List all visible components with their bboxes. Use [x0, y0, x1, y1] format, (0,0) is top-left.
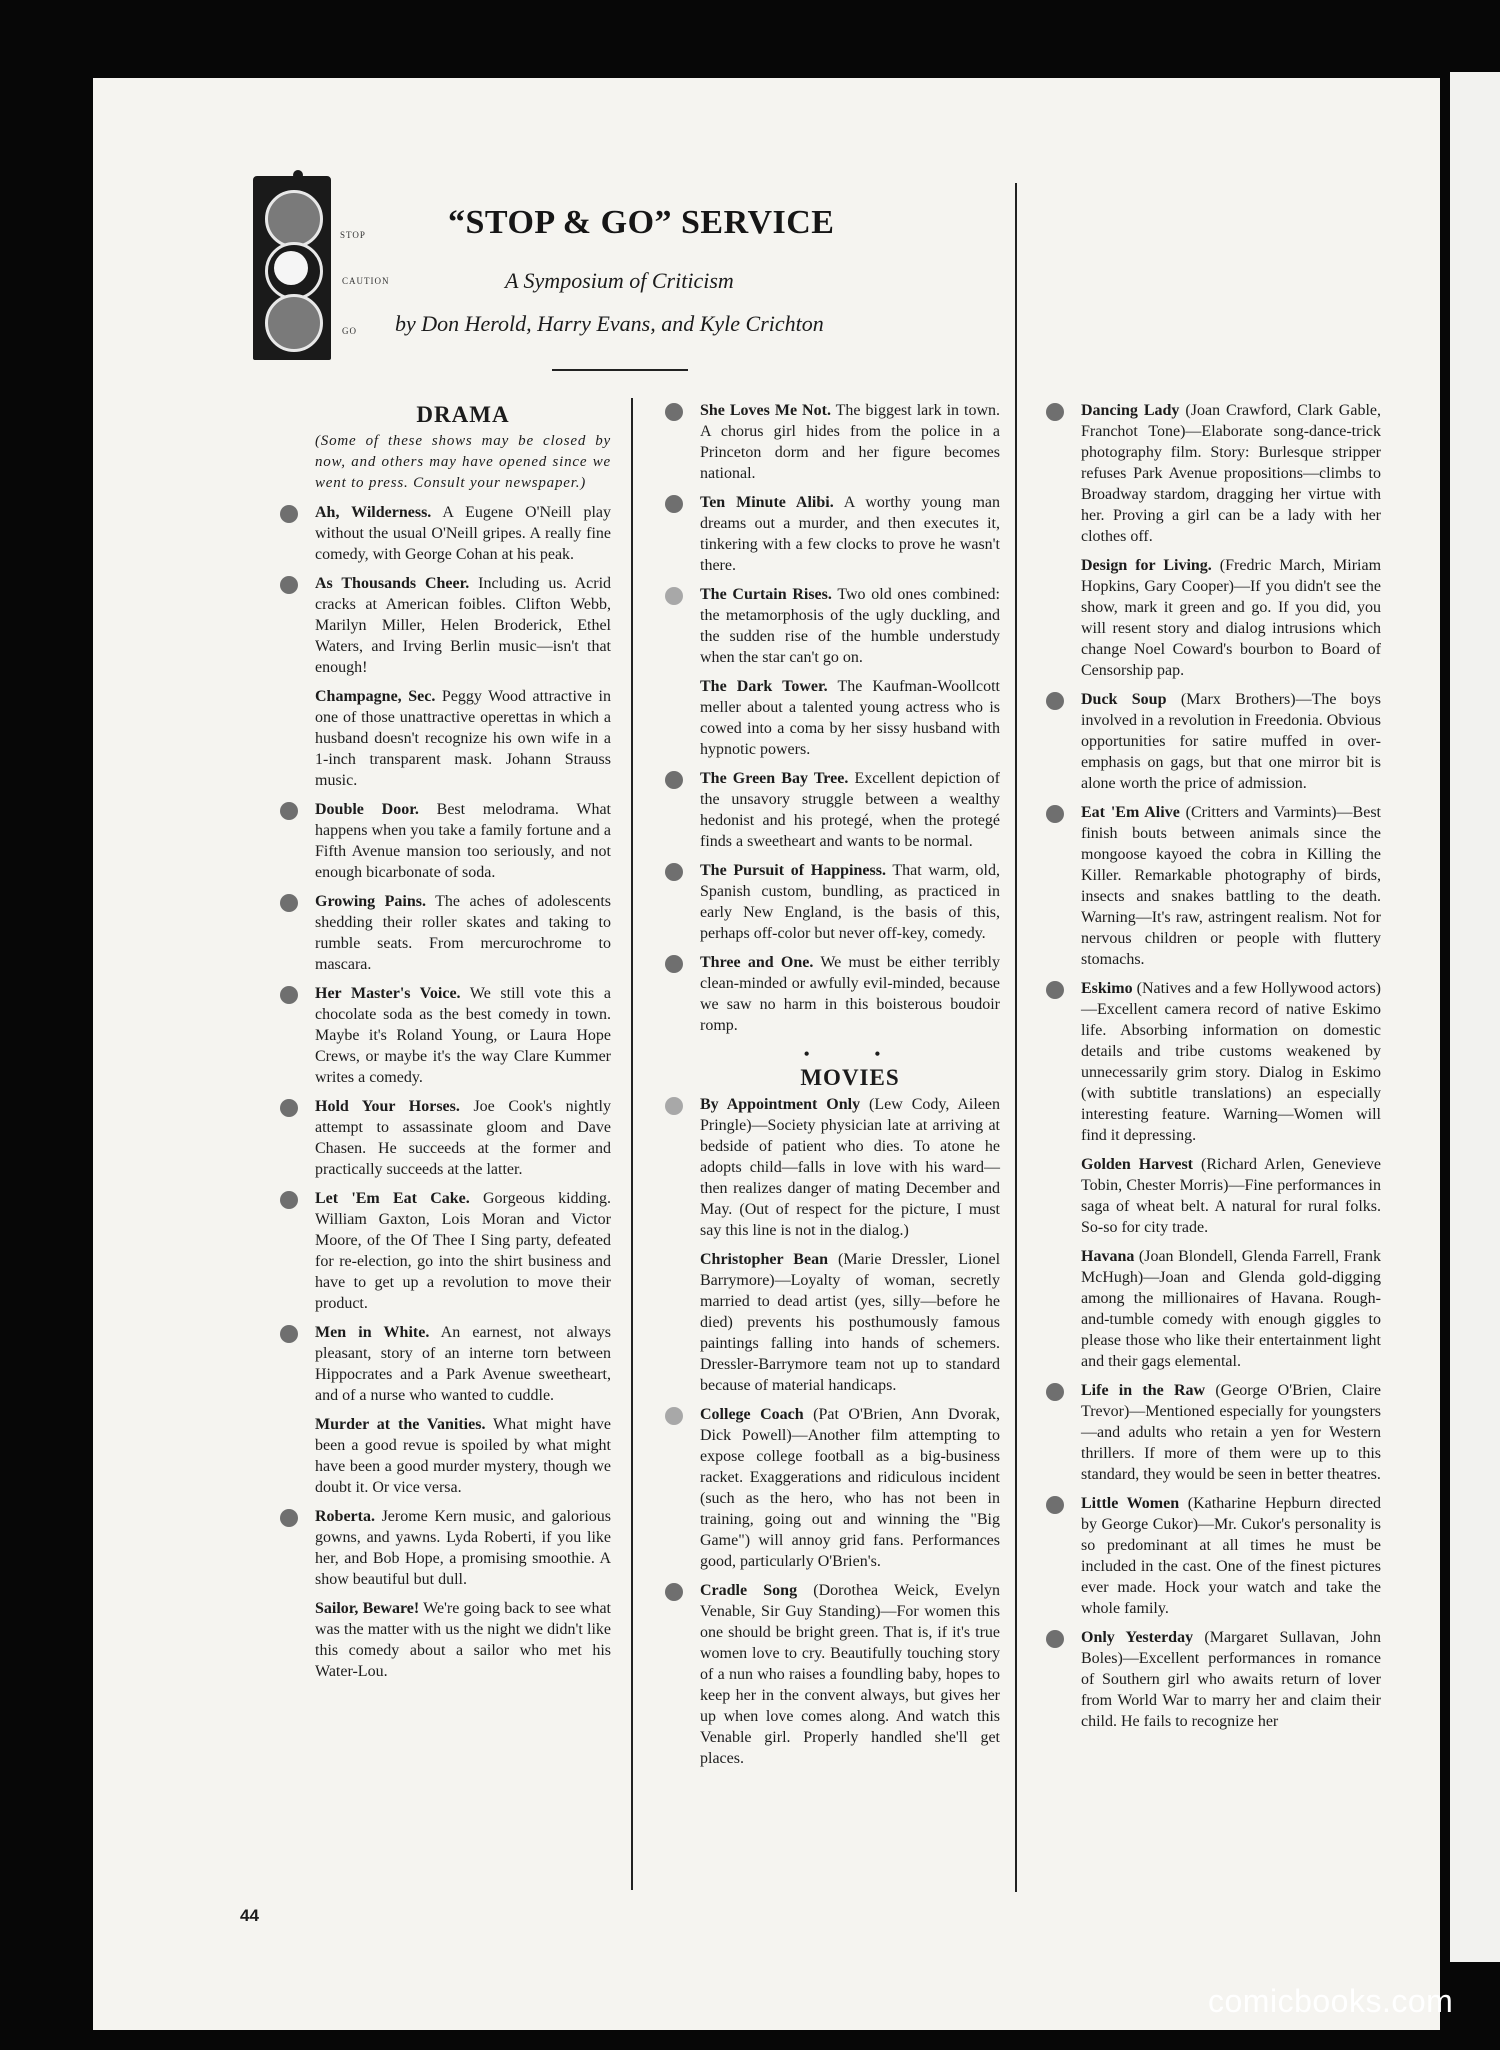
drama-note: (Some of these shows may be closed by now, and others may have opened since we went to press. Consult your newspaper.) [315, 433, 611, 491]
review-text: (Dorothea Weick, Evelyn Venable, Sir Guy Standing)—For women this one should be bright green. That is, if it's true women love to cry. Beautifully touching story of a nun who raises a foundling baby, hopes to keep her in the convent always, but gives her up when love comes along. And watch this Venable girl. Properly handled she'll get places. [700, 1582, 1001, 1767]
review-text: We still vote this a chocolate soda as the best comedy in town. Maybe it's Roland Young, or Laura Hope Crews, or maybe it's the way Clare Kummer writes a comedy. [315, 985, 611, 1086]
review-text: Gorgeous kidding. William Gaxton, Lois Moran and Victor Moore, of the Of Thee I Sing party, defeated for re-election, go into the shirt business and have to get up a revolution to move their product. [315, 1190, 611, 1312]
review-text: What might have been a good revue is spoiled by what might have been a good murder mystery, though we doubt it. Or vice versa. [315, 1416, 611, 1496]
review-entry [700, 1249, 1000, 1396]
review-text: Two old ones combined: the metamorphosis of the ugly duckling, and the sudden rise of the humble understudy when the star can't go on. [700, 586, 1001, 666]
review-entry [315, 1414, 611, 1498]
review-entry [1081, 1627, 1381, 1732]
caution-lamp-icon [265, 242, 323, 300]
review-entry [315, 502, 611, 565]
drama-heading: DRAMA [416, 402, 510, 427]
review-text: The aches of adolescents shedding their roller skates and taking to rumble seats. From mercurochrome to mascara. [315, 893, 612, 973]
review-title: Roberta. [315, 1508, 375, 1525]
column-2 [700, 400, 1000, 1777]
review-title: Murder at the Vanities. [315, 1416, 486, 1433]
review-text: Peggy Wood attractive in one of those unattractive operettas in which a husband doesn't recognize his own wife in a 1-inch transparent mask. Johann Strauss music. [315, 688, 611, 789]
review-entry [315, 1322, 611, 1406]
review-entry [1081, 1154, 1381, 1238]
review-entry [315, 573, 611, 678]
light-label-caution: CAUTION [342, 276, 390, 286]
review-text: That warm, old, Spanish custom, bundling, as practiced in early New England, is the basis of this, perhaps off-color but never off-key, comedy. [700, 862, 1000, 942]
article-title: “STOP & GO” SERVICE [448, 204, 835, 241]
review-title: Double Door. [315, 801, 419, 818]
review-text: (Joan Blondell, Glenda Farrell, Frank McHugh)—Joan and Glenda gold-digging among the millionaires of Havana. Rough-and-tumble comedy with enough giggles to please those who like their entertainment light and their gags elemental. [1081, 1248, 1381, 1370]
review-text: We must be either terribly clean-minded or awfully evil-minded, because we saw no harm in this boisterous boudoir romp. [700, 954, 1000, 1034]
review-text: (Fredric March, Miriam Hopkins, Gary Cooper)—If you didn't see the show, mark it green and go. If you did, you will resent story and dialog intrusions which change Noel Coward's bourbon to Board of Censorship pap. [1081, 557, 1382, 679]
review-text: Excellent depiction of the unsavory struggle between a wealthy hedonist and his protegé, when the protegé finds a sweetheart and wants to be normal. [700, 770, 1000, 850]
section-separator: • • [803, 1044, 911, 1064]
review-title: Sailor, Beware! [315, 1600, 420, 1617]
review-title: Hold Your Horses. [315, 1098, 460, 1115]
review-title: Cradle Song [700, 1582, 798, 1599]
column-3 [1081, 190, 1381, 1740]
review-title: Her Master's Voice. [315, 985, 461, 1002]
review-text: Best melodrama. What happens when you take a family fortune and a Fifth Avenue mansion too seriously, and not enough bicarbonate of soda. [315, 801, 611, 881]
review-entry [1081, 1493, 1381, 1619]
review-title: The Dark Tower. [700, 678, 828, 695]
review-entry [1081, 555, 1381, 681]
review-title: Havana [1081, 1248, 1135, 1265]
review-text: (Margaret Sullavan, John Boles)—Excellent performances in romance of Southern girl who awaits return of lover from World War to marry her and claim their child. He fails to recognize her [1081, 1629, 1381, 1730]
review-title: Life in the Raw [1081, 1382, 1206, 1399]
review-entry [1081, 802, 1381, 970]
go-lamp-icon [265, 294, 323, 352]
review-title: Ah, Wilderness. [315, 504, 432, 521]
review-entry [700, 1094, 1000, 1241]
review-title: Eat 'Em Alive [1081, 804, 1180, 821]
review-title: Design for Living. [1081, 557, 1212, 574]
title-rule [552, 369, 688, 371]
stop-lamp-icon [265, 190, 323, 248]
review-text: A Eugene O'Neill play without the usual O'Neill gripes. A really fine comedy, with George Cohan at his peak. [315, 504, 611, 563]
review-entry [315, 1096, 611, 1180]
review-title: She Loves Me Not. [700, 402, 831, 419]
review-text: A worthy young man dreams out a murder, and then executes it, tinkering with a few clocks to prove he wasn't there. [700, 494, 1000, 574]
review-entry [700, 1580, 1000, 1769]
review-text: (Natives and a few Hollywood actors)—Excellent camera record of native Eskimo life. Absorbing information on domestic details and tribe customs weakened by unnecessarily grim story. Dialog in Eskimo (with subtitle translations) an especially interesting feature. Warning—Women will find it depressing. [1081, 980, 1382, 1144]
review-text: (Lew Cody, Aileen Pringle)—Society physician late at arriving at bedside of patient who dies. To atone he adopts child—falls in love with his ward—then realizes danger of mating December and May. (Out of respect for the picture, I must say this line is not in the dialog.) [700, 1096, 1001, 1239]
review-entry [700, 676, 1000, 760]
review-title: Golden Harvest [1081, 1156, 1194, 1173]
review-entry [315, 1506, 611, 1590]
review-entry [700, 952, 1000, 1036]
review-text: (Katharine Hepburn directed by George Cukor)—Mr. Cukor's personality is so predominant at all times he must be included in the cast. One of the finest pictures ever made. Hock your watch and take the whole family. [1081, 1495, 1381, 1617]
review-title: Dancing Lady [1081, 402, 1180, 419]
review-text: Jerome Kern music, and galorious gowns, and yawns. Lyda Roberti, if you like her, and Bob Hope, a promising smoothie. A show beautiful but dull. [315, 1508, 611, 1588]
review-entry [315, 799, 611, 883]
article-byline: by Don Herold, Harry Evans, and Kyle Crichton [395, 311, 824, 336]
review-text: An earnest, not always pleasant, story of an interne torn between Hippocrates and a Park Avenue sweetheart, and of a nurse who wanted to cuddle. [315, 1324, 612, 1404]
column-1 [315, 404, 611, 1690]
review-title: Let 'Em Eat Cake. [315, 1190, 470, 1207]
review-text: The Kaufman-Woollcott meller about a talented young actress who is cowed into a coma by her sissy husband with hypnotic powers. [700, 678, 1000, 758]
traffic-light-icon [253, 176, 331, 360]
review-title: The Curtain Rises. [700, 586, 832, 603]
review-title: The Green Bay Tree. [700, 770, 849, 787]
article-subtitle: A Symposium of Criticism [505, 268, 734, 293]
review-text: (Pat O'Brien, Ann Dvorak, Dick Powell)—Another film attempting to expose college football as a big-business racket. Exaggerations and ridiculous incident (such as the hero, who has not been in training, going out and winning the "Big Game") will annoy grid fans. Performances good, particularly O'Brien's. [700, 1406, 1001, 1570]
review-entry [700, 768, 1000, 852]
review-entry [700, 400, 1000, 484]
review-title: Men in White. [315, 1324, 430, 1341]
review-text: (Marx Brothers)—The boys involved in a revolution in Freedonia. Obvious opportunities for satire muffed in over-emphasis on gags, but that one mirror bit is alone worth the price of admission. [1081, 691, 1382, 792]
review-title: By Appointment Only [700, 1096, 861, 1113]
movies-heading: MOVIES [800, 1065, 900, 1090]
review-text: (Richard Arlen, Genevieve Tobin, Chester Morris)—Fine performances in saga of wheat belt. A natural for rural folks. So-so for city trade. [1081, 1156, 1381, 1236]
review-entry [1081, 1380, 1381, 1485]
review-title: Three and One. [700, 954, 814, 971]
review-title: Eskimo [1081, 980, 1133, 997]
review-title: Little Women [1081, 1495, 1180, 1512]
review-text: (George O'Brien, Claire Trevor)—Mentioned especially for youngsters—and adults who retain a yen for Western thrillers. If more of them were up to this standard, they would be seen in better theatres. [1081, 1382, 1382, 1483]
review-text: Including us. Acrid cracks at American foibles. Clifton Webb, Marilyn Miller, Helen Broderick, Ethel Waters, and Irving Berlin music—isn't that enough! [315, 575, 612, 676]
facing-page-edge [1450, 72, 1500, 1962]
column-divider [1015, 183, 1017, 1892]
review-title: Only Yesterday [1081, 1629, 1194, 1646]
column-divider [631, 398, 633, 1890]
review-entry [1081, 978, 1381, 1146]
review-title: Ten Minute Alibi. [700, 494, 834, 511]
light-label-go: GO [342, 326, 357, 336]
review-title: College Coach [700, 1406, 804, 1423]
review-title: The Pursuit of Happiness. [700, 862, 886, 879]
review-entry [700, 1404, 1000, 1572]
page-number: 44 [240, 1906, 259, 1925]
watermark: comicbooks.com [1208, 1983, 1454, 2019]
review-title: Growing Pains. [315, 893, 426, 910]
review-entry [1081, 400, 1381, 547]
review-entry [315, 1188, 611, 1314]
light-label-stop: STOP [340, 230, 366, 240]
review-entry [1081, 1246, 1381, 1372]
review-text: (Marie Dressler, Lionel Barrymore)—Loyalty of woman, secretly married to dead artist (yes, silly—before he died) prevents his posthumously famous paintings falling into hands of schemers. Dressler-Barrymore team not up to standard because of material handicaps. [700, 1251, 1001, 1394]
review-text: (Critters and Varmints)—Best finish bouts between animals since the mongoose kayoed the cobra in Killing the Killer. Remarkable photography of birds, insects and snakes battling to the death. Warning—It's raw, astringent realism. Not for nervous children or people with fluttery stomachs. [1081, 804, 1382, 968]
review-entry [315, 686, 611, 791]
review-entry [700, 492, 1000, 576]
review-text: The biggest lark in town. A chorus girl hides from the police in a Princeton dorm and her figure becomes national. [700, 402, 1000, 482]
review-title: Champagne, Sec. [315, 688, 436, 705]
review-entry [315, 891, 611, 975]
review-title: Duck Soup [1081, 691, 1167, 708]
review-text: We're going back to see what was the matter with us the night we didn't like this comedy about a sailor who met his Water-Lou. [315, 1600, 611, 1680]
review-entry [1081, 689, 1381, 794]
review-title: As Thousands Cheer. [315, 575, 470, 592]
review-text: Joe Cook's nightly attempt to assassinate gloom and Dave Chasen. He succeeds at the former and practically succeeds at the latter. [315, 1098, 611, 1178]
review-title: Christopher Bean [700, 1251, 828, 1268]
review-entry [700, 860, 1000, 944]
review-entry [700, 584, 1000, 668]
review-entry [315, 983, 611, 1088]
review-text: (Joan Crawford, Clark Gable, Franchot Tone)—Elaborate song-dance-trick photography film. Story: Burlesque stripper refuses Park Avenue propositions—climbs to Broadway stardom, dragging her virtue with her. Proving a girl can be a lady with her clothes off. [1081, 402, 1382, 545]
review-entry [315, 1598, 611, 1682]
